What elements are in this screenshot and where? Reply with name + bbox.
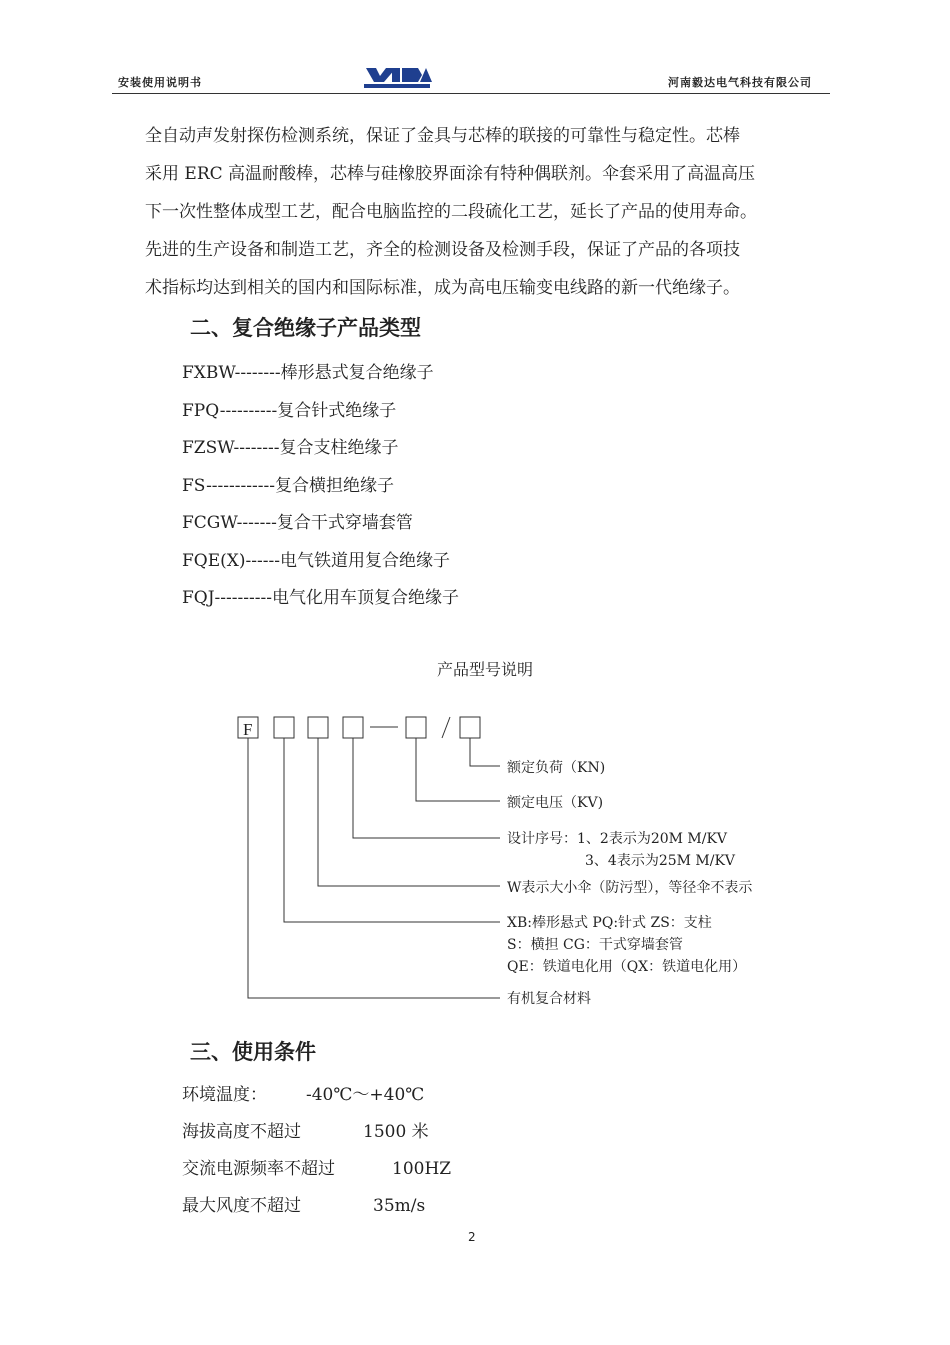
intro-line: 采用 ERC 高温耐酸棒，芯棒与硅橡胶界面涂有特种偶联剂。伞套采用了高温高压: [145, 164, 756, 184]
label-rated-voltage: 额定电压（KV): [507, 795, 604, 811]
code-box-6: [460, 717, 480, 738]
condition-row: [182, 1077, 425, 1114]
leader-design: [353, 738, 500, 838]
condition-row: [182, 1114, 429, 1151]
product-type-item: FXBW--------棒形悬式复合绝缘子: [182, 363, 434, 383]
section-2-title: 二、复合绝缘子产品类型: [190, 316, 421, 340]
intro-line: 术指标均达到相关的国内和国际标准，成为高电压输变电线路的新一代绝缘子。: [145, 278, 740, 298]
leader-voltage: [416, 738, 500, 801]
header-left-title: 安装使用说明书: [118, 76, 202, 89]
product-type-item: FCGW-------复合干式穿墙套管: [182, 513, 413, 533]
intro-line: 先进的生产设备和制造工艺，齐全的检测设备及检测手段，保证了产品的各项技: [145, 240, 740, 260]
code-box-5: [406, 717, 426, 738]
header-right-company: 河南毅达电气科技有限公司: [668, 76, 812, 89]
intro-line: 全自动声发射探伤检测系统，保证了金具与芯棒的联接的可靠性与稳定性。芯棒: [145, 126, 740, 146]
label-type-1: XB:棒形悬式 PQ:针式 ZS：支柱: [507, 915, 712, 931]
code-box-3: [308, 717, 328, 738]
product-type-item: FQE(X)------电气铁道用复合绝缘子: [182, 550, 450, 571]
leader-load: [470, 738, 500, 766]
condition-value: 1500 米: [363, 1122, 429, 1142]
label-rated-load: 额定负荷（KN): [507, 760, 606, 776]
product-type-item: FPQ----------复合针式绝缘子: [182, 400, 397, 421]
product-type-item: FQJ----------电气化用车顶复合绝缘子: [182, 588, 459, 608]
leader-material: [248, 738, 500, 998]
condition-label: 海拔高度不超过: [182, 1122, 301, 1142]
condition-value: 35m/s: [373, 1196, 426, 1216]
condition-row: [182, 1151, 452, 1188]
leader-umbrella: [318, 738, 500, 886]
condition-list: [182, 1077, 452, 1225]
label-type-3: QE：铁道电化用（QX：铁道电化用）: [507, 959, 747, 975]
condition-label: 环境温度：: [182, 1085, 267, 1105]
condition-value: -40℃～+40℃: [306, 1085, 425, 1105]
code-box-4: [343, 717, 363, 738]
code-box-2: [274, 717, 294, 738]
label-umbrella: W表示大小伞（防污型），等径伞不表示: [507, 880, 753, 896]
section-3-title: 三、使用条件: [190, 1040, 316, 1064]
condition-row: [182, 1188, 426, 1225]
label-material: 有机复合材料: [507, 991, 591, 1007]
label-design-number: 设计序号：1、2表示为20M M/KV: [507, 831, 728, 847]
intro-line: 下一次性整体成型工艺，配合电脑监控的二段硫化工艺，延长了产品的使用寿命。: [145, 202, 757, 222]
label-design-number-2: 3、4表示为25M M/KV: [585, 853, 736, 869]
leader-type: [284, 738, 500, 922]
page-number: 2: [468, 1230, 476, 1244]
condition-value: 100HZ: [392, 1159, 452, 1179]
product-type-item: FS------------复合横担绝缘子: [182, 475, 394, 496]
condition-label: 最大风度不超过: [182, 1196, 301, 1216]
code-slash: [442, 717, 450, 738]
code-box-f-label: F: [243, 720, 253, 739]
label-type-2: S：横担 CG：干式穿墙套管: [507, 937, 683, 953]
diagram-title: 产品型号说明: [437, 660, 534, 679]
product-type-item: FZSW--------复合支柱绝缘子: [182, 438, 399, 458]
condition-label: 交流电源频率不超过: [182, 1159, 335, 1179]
